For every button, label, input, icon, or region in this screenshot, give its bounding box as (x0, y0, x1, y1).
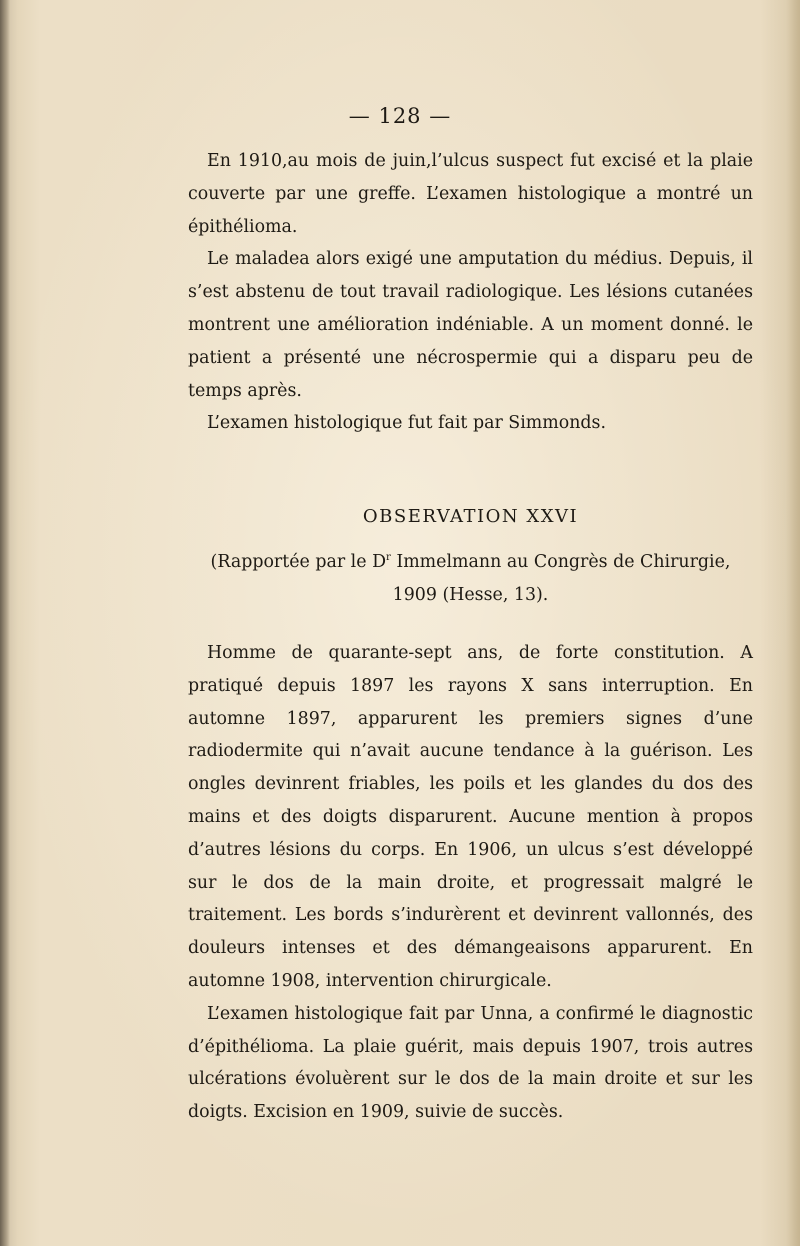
observation-heading: OBSERVATION XXVI (362, 506, 579, 527)
observation-source-prefix: (Rapportée par le D (210, 552, 387, 572)
observation-source-rest: Immelmann au Congrès de Chirurgie, 1909 (Hesse, 13). (390, 552, 731, 605)
observation-source (188, 546, 753, 612)
paragraph-amputation: Le maladea alors exigé une amputation du médius. Depuis, il s’est abstenu de tout travail radiologique. Les lésions cutanées montrent une amélioration indéniable. A un moment donné. le patient a présenté une nécrospermie qui a disparu peu de temps après. (188, 249, 753, 401)
text-block-case (188, 637, 753, 1129)
page-edge-shadow (786, 0, 800, 1246)
paragraph-excision: En 1910,au mois de juin,l’ulcus suspect fut excisé et la plaie couverte par une greffe. L’examen histologique a montré un épithélioma. (188, 151, 753, 237)
page-number: — 128 — (348, 104, 452, 128)
paragraph-case-history: Homme de quarante-sept ans, de forte constitution. A pratiqué depuis 1897 les rayons X sans interruption. En automne 1897, apparurent les premiers signes d’une radiodermite qui n’avait aucune tendance à la guérison. Les ongles devinrent friables, les poils et les glandes du dos des mains et des doigts disparurent. Aucune mention à propos d’autres lésions du corps. En 1906, un ulcus s’est développé sur le dos de la main droite, et progressait malgré le traitement. Les bords s’indurèrent et devinrent vallonnés, des douleurs intenses et des démangeaisons apparurent. En automne 1908, intervention chirurgicale. (188, 643, 753, 991)
text-block-intro (188, 145, 753, 440)
observation-source-superscript: r (386, 552, 391, 563)
paragraph-histology-simmonds: L’examen histologique fut fait par Simmonds. (207, 413, 606, 434)
paragraph-diagnosis: L’examen histologique fait par Unna, a confirmé le diagnostic d’épithélioma. La plaie guérit, mais depuis 1907, trois autres ulcérations évoluèrent sur le dos de la main droite et sur les doigts. Excision en 1909, suivie de succès. (188, 1003, 753, 1123)
page-spine-shadow (0, 0, 10, 1246)
